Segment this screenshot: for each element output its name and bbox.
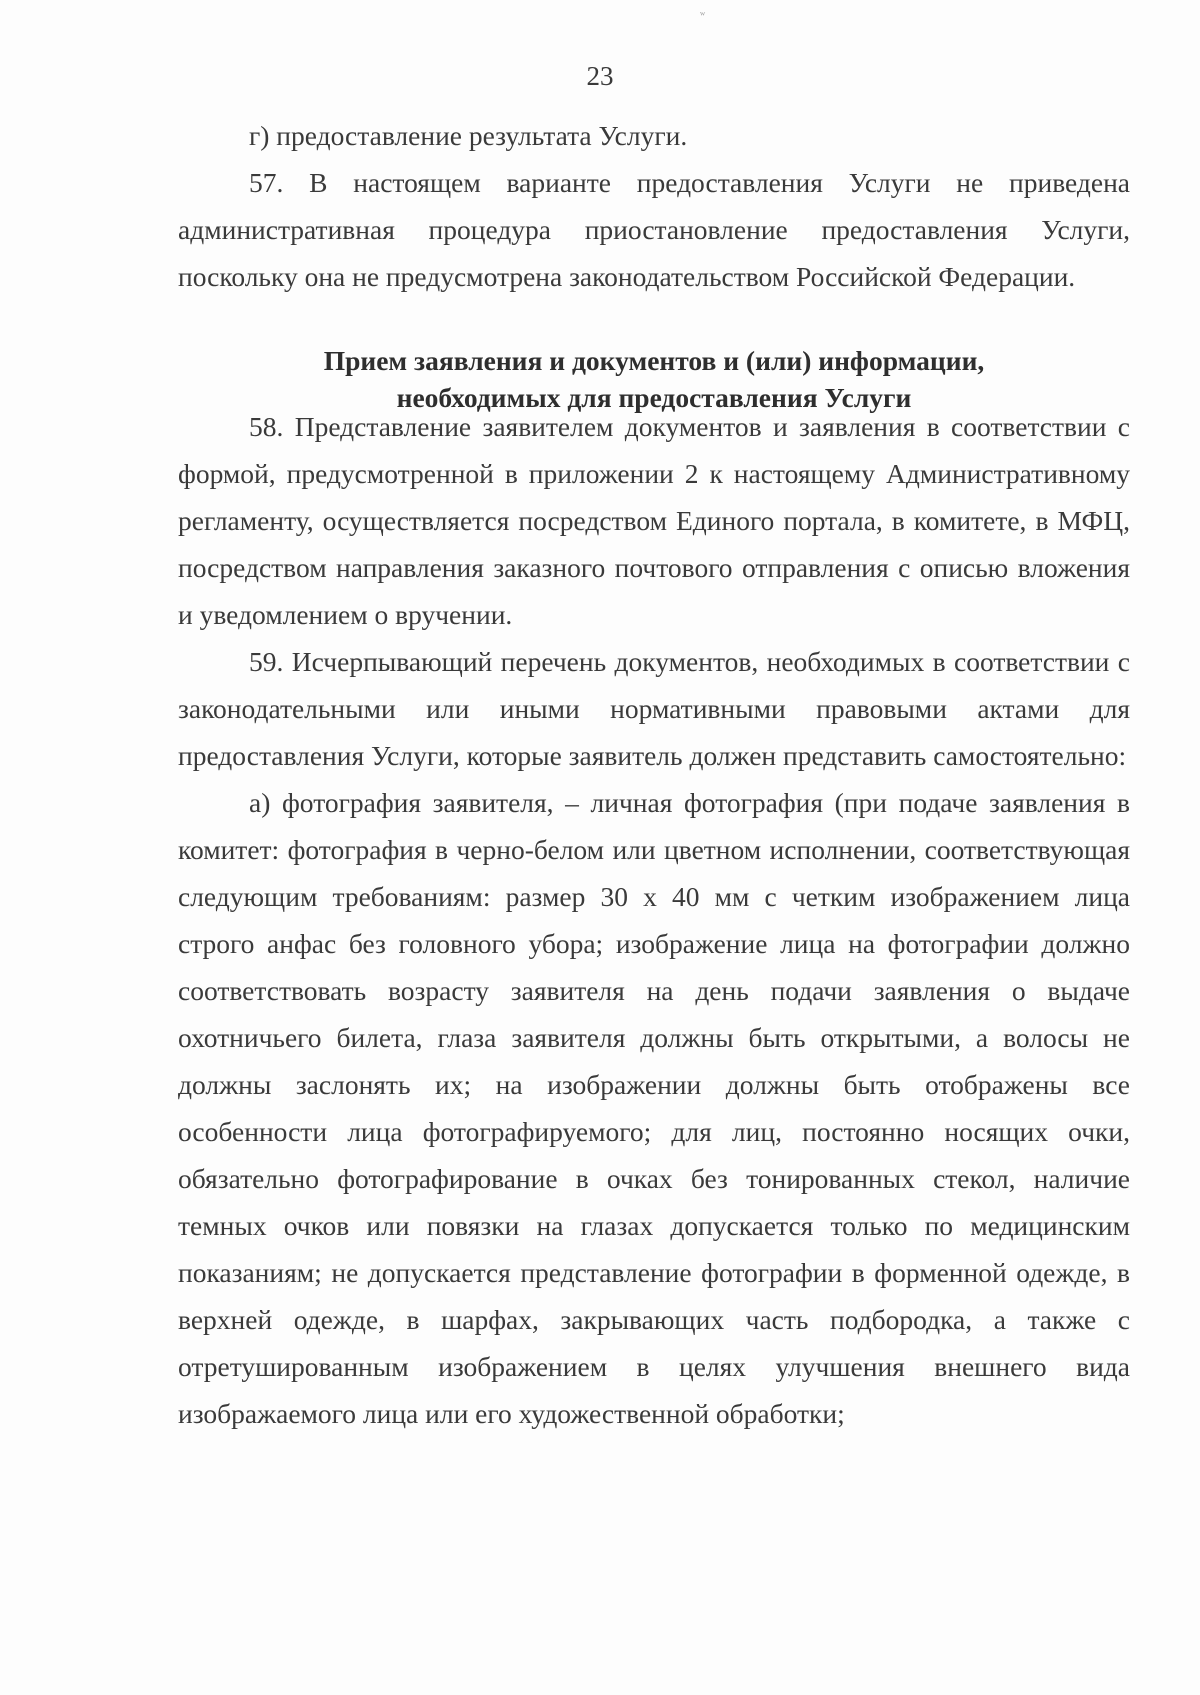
intro-block	[178, 112, 1130, 300]
scan-artifact: ʷ	[700, 8, 706, 22]
section-heading-line-2: необходимых для предоставления Услуги	[396, 382, 912, 413]
list-item-g: г) предоставление результата Услуги.	[249, 120, 688, 151]
page-number: 23	[586, 61, 614, 91]
list-item-a: а) фотография заявителя, – личная фотография (при подаче заявления в комитет: фотография в черно-белом или цветном исполнении, соответствующая следующим требованиям: размер 30 х 40 мм с четким изображением лица строго анфас без головного убора; изображение лица на фотографии должно соответствовать возрасту заявителя на день подачи заявления о выдаче охотничьего билета, глаза заявителя должны быть открытыми, а волосы не должны заслонять их; на изображении должны быть отображены все особенности лица фотографируемого; для лиц, постоянно носящих очки, обязательно фотографирование в очках без тонированных стекол, наличие темных очков или повязки на глазах допускается только по медицинским показаниям; не допускается представление фотографии в форменной одежде, в верхней одежде, в шарфах, закрывающих часть подбородка, а также с отретушированным изображением в целях улучшения внешнего вида изображаемого лица или его художественной обработки;	[178, 787, 1130, 1429]
section-heading-line-1: Прием заявления и документов и (или) информации,	[323, 345, 985, 376]
paragraph-58: 58. Представление заявителем документов и заявления в соответствии с формой, предусмотренной в приложении 2 к настоящему Административному регламенту, осуществляется посредством Единого портала, в комитете, в МФЦ, посредством направления заказного почтового отправления с описью вложения и уведомлением о вручении.	[178, 411, 1130, 630]
paragraph-59: 59. Исчерпывающий перечень документов, необходимых в соответствии с законодательными или иными нормативными правовыми актами для предоставления Услуги, которые заявитель должен представить самостоятельно:	[178, 646, 1130, 771]
main-text-block	[178, 403, 1130, 1437]
paragraph-57: 57. В настоящем варианте предоставления Услуги не приведена административная процедура приостановление предоставления Услуги, поскольку она не предусмотрена законодательством Российской Федерации.	[178, 167, 1130, 292]
